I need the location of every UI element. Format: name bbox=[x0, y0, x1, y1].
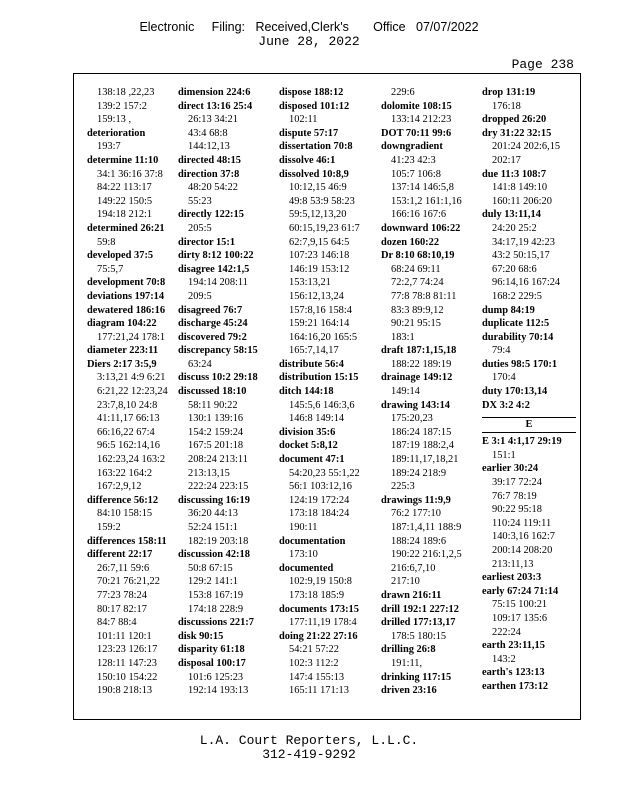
index-reference: 202:17 bbox=[492, 154, 521, 166]
index-term: dirty 8:12 100:22 bbox=[178, 250, 254, 262]
index-term: downward 106:22 bbox=[381, 222, 461, 234]
index-reference: 193:7 bbox=[97, 141, 121, 153]
index-term: discuss 10:2 29:18 bbox=[178, 372, 258, 384]
index-reference: 156:12,13,24 bbox=[289, 290, 344, 302]
index-term: determine 11:10 bbox=[87, 154, 159, 166]
index-reference: 41:23 42:3 bbox=[391, 154, 436, 166]
index-reference: 173:10 bbox=[289, 549, 318, 561]
index-reference: 76:7 78:19 bbox=[492, 490, 537, 502]
index-reference: 200:14 208:20 bbox=[492, 545, 553, 556]
index-term: driven 23:16 bbox=[381, 685, 437, 697]
index-reference: 90:22 95:18 bbox=[492, 504, 542, 516]
index-term: dewatered 186:16 bbox=[87, 304, 166, 316]
index-term: documentation bbox=[279, 535, 346, 547]
index-reference: 209:5 bbox=[188, 290, 212, 302]
index-term: duplicate 112:5 bbox=[482, 318, 550, 330]
index-term: drinking 117:15 bbox=[381, 671, 452, 683]
index-term: draft 187:1,15,18 bbox=[381, 345, 457, 357]
index-term: dispute 57:17 bbox=[279, 127, 339, 139]
index-reference: 77:23 78:24 bbox=[97, 589, 147, 601]
index-term: dropped 26:20 bbox=[482, 114, 547, 126]
index-reference: 176:18 bbox=[492, 100, 521, 112]
index-reference: 183:1 bbox=[391, 331, 415, 343]
index-term: drainage 149:12 bbox=[381, 372, 453, 384]
index-term: earthen 173:12 bbox=[482, 680, 549, 692]
index-reference: 194:18 212:1 bbox=[97, 209, 153, 221]
index-reference: 191:11, bbox=[391, 657, 423, 669]
index-term: differences 158:11 bbox=[87, 535, 167, 547]
index-term: earth 23:11,15 bbox=[482, 640, 545, 652]
index-reference: 213:13,15 bbox=[188, 467, 230, 479]
index-term: disagreed 76:7 bbox=[178, 304, 243, 316]
index-term: dozen 160:22 bbox=[381, 236, 440, 248]
index-reference: 76:2 177:10 bbox=[391, 508, 441, 520]
index-column-4 bbox=[381, 86, 475, 698]
index-reference: 62:7,9,15 64:5 bbox=[289, 236, 350, 248]
index-reference: 96:5 162:14,16 bbox=[97, 440, 160, 452]
index-reference: 190:22 216:1,2,5 bbox=[391, 549, 462, 561]
index-reference: 139:2 157:2 bbox=[97, 100, 147, 112]
index-term: directly 122:15 bbox=[178, 209, 244, 221]
index-reference: 149:14 bbox=[391, 386, 420, 398]
index-term: earliest 203:3 bbox=[482, 572, 542, 584]
court-reporter-name: L.A. Court Reporters, L.L.C. bbox=[199, 733, 419, 748]
index-reference: 50:8 67:15 bbox=[188, 562, 233, 574]
index-term: diagram 104:22 bbox=[87, 318, 157, 330]
index-reference: 159:13 , bbox=[97, 114, 132, 126]
index-reference: 102:11 bbox=[289, 114, 318, 126]
index-term: earth's 123:13 bbox=[482, 667, 545, 679]
index-reference: 133:14 212:23 bbox=[391, 114, 452, 126]
filing-stamp: Electronic Filing: Received,Clerk's Office 07/07/2022 bbox=[139, 20, 479, 34]
index-reference: 154:2 159:24 bbox=[188, 426, 244, 438]
index-reference: 187:19 188:2,4 bbox=[391, 440, 454, 452]
index-term: discussions 221:7 bbox=[178, 617, 254, 629]
index-reference: 222:24 bbox=[492, 626, 521, 638]
index-term: discovered 79:2 bbox=[178, 331, 247, 343]
index-reference: 205:5 bbox=[188, 222, 212, 234]
index-term: E 3:1 4:1,17 29:19 bbox=[482, 436, 562, 448]
index-term: director 15:1 bbox=[178, 236, 236, 248]
index-reference: 208:24 213:11 bbox=[188, 454, 248, 466]
index-term: discrepancy 58:15 bbox=[178, 345, 258, 357]
index-reference: 140:3,16 162:7 bbox=[492, 531, 555, 543]
index-reference: 201:24 202:6,15 bbox=[492, 141, 561, 153]
index-term: drilling 26:8 bbox=[381, 644, 436, 656]
index-term: drop 131:19 bbox=[482, 87, 536, 98]
index-reference: 173:18 184:24 bbox=[289, 508, 350, 520]
index-reference: 34:1 36:16 37:8 bbox=[97, 168, 163, 180]
index-column-3 bbox=[279, 86, 373, 698]
index-reference: 23:7,8,10 24:8 bbox=[97, 399, 158, 411]
index-reference: 229:6 bbox=[391, 87, 415, 98]
index-reference: 26:13 34:21 bbox=[188, 114, 238, 126]
index-reference: 63:24 bbox=[188, 358, 212, 370]
index-reference: 143:2 bbox=[492, 653, 516, 665]
index-term: disagree 142:1,5 bbox=[178, 263, 250, 275]
index-reference: 174:18 228:9 bbox=[188, 603, 244, 615]
index-term: dry 31:22 32:15 bbox=[482, 127, 552, 139]
index-term: disk 90:15 bbox=[178, 630, 224, 642]
index-reference: 60:15,19,23 61:7 bbox=[289, 222, 360, 234]
index-term: dimension 224:6 bbox=[178, 87, 251, 98]
index-reference: 146:8 149:14 bbox=[289, 413, 345, 425]
index-reference: 222:24 223:15 bbox=[188, 481, 249, 493]
index-reference: 124:19 172:24 bbox=[289, 494, 350, 506]
index-reference: 70:21 76:21,22 bbox=[97, 576, 160, 588]
index-term: DX 3:2 4:2 bbox=[482, 399, 530, 411]
index-term: docket 5:8,12 bbox=[279, 440, 338, 452]
index-reference: 151:1 bbox=[492, 449, 516, 461]
index-reference: 187:1,4,11 188:9 bbox=[391, 522, 462, 533]
index-term: disposed 101:12 bbox=[279, 100, 350, 112]
court-reporter-phone: 312-419-9292 bbox=[262, 747, 356, 762]
index-term: due 11:3 108:7 bbox=[482, 168, 547, 180]
index-reference: 80:17 82:17 bbox=[97, 603, 147, 615]
index-reference: 175:20,23 bbox=[391, 413, 433, 425]
index-term: downgradient bbox=[381, 141, 443, 153]
index-reference: 150:10 154:22 bbox=[97, 671, 158, 683]
index-reference: 153:1,2 161:1,16 bbox=[391, 195, 462, 207]
index-reference: 147:4 155:13 bbox=[289, 671, 345, 683]
index-term: developed 37:5 bbox=[87, 250, 154, 262]
index-term: drilled 177:13,17 bbox=[381, 617, 456, 629]
index-reference: 138:18 ,22,23 bbox=[97, 87, 155, 98]
index-reference: 190:8 218:13 bbox=[97, 685, 153, 697]
index-reference: 48:20 54:22 bbox=[188, 182, 238, 194]
index-term: dissertation 70:8 bbox=[279, 141, 353, 153]
index-term: DOT 70:11 99:6 bbox=[381, 127, 452, 139]
index-reference: 49:8 53:9 58:23 bbox=[289, 195, 355, 207]
index-reference: 6:21,22 12:23,24 bbox=[97, 386, 168, 398]
index-reference: 159:2 bbox=[97, 522, 121, 533]
index-column-2 bbox=[178, 86, 272, 698]
index-term: disposal 100:17 bbox=[178, 657, 246, 669]
index-reference: 75:15 100:21 bbox=[492, 599, 548, 611]
index-reference: 163:22 164:2 bbox=[97, 467, 153, 479]
index-reference: 153:8 167:19 bbox=[188, 589, 244, 601]
index-reference: 96:14,16 167:24 bbox=[492, 277, 561, 289]
index-term: discussion 42:18 bbox=[178, 549, 250, 561]
index-frame bbox=[73, 73, 581, 720]
index-reference: 68:24 69:11 bbox=[391, 263, 441, 275]
index-reference: 101:6 125:23 bbox=[188, 671, 244, 683]
index-term: difference 56:12 bbox=[87, 494, 159, 506]
index-term: dissolved 10:8,9 bbox=[279, 168, 349, 180]
index-term: discussing 16:19 bbox=[178, 494, 250, 506]
index-term: deterioration bbox=[87, 127, 146, 139]
index-term: different 22:17 bbox=[87, 549, 153, 561]
index-reference: 213:11,13 bbox=[492, 558, 534, 570]
index-reference: 84:22 113:17 bbox=[97, 182, 152, 194]
index-reference: 157:8,16 158:4 bbox=[289, 304, 352, 316]
index-reference: 102:3 112:2 bbox=[289, 657, 339, 669]
index-term: discharge 45:24 bbox=[178, 318, 248, 330]
index-reference: 192:14 193:13 bbox=[188, 685, 249, 697]
index-term: Dr 8:10 68:10,19 bbox=[381, 250, 455, 262]
index-term: deviations 197:14 bbox=[87, 290, 165, 302]
index-reference: 84:7 88:4 bbox=[97, 617, 137, 629]
index-reference: 43:4 68:8 bbox=[188, 127, 228, 139]
index-reference: 164:16,20 165:5 bbox=[289, 331, 358, 343]
index-reference: 149:22 150:5 bbox=[97, 195, 153, 207]
index-term: diameter 223:11 bbox=[87, 345, 159, 357]
index-term: duties 98:5 170:1 bbox=[482, 358, 558, 370]
index-reference: 110:24 119:11 bbox=[492, 517, 552, 529]
page-number: Page 238 bbox=[511, 57, 574, 72]
index-reference: 153:13,21 bbox=[289, 277, 331, 289]
index-reference: 182:19 203:18 bbox=[188, 535, 249, 547]
index-term: durability 70:14 bbox=[482, 331, 554, 343]
index-reference: 59:8 bbox=[97, 236, 116, 248]
index-reference: 160:11 206:20 bbox=[492, 195, 552, 207]
index-term: doing 21:22 27:16 bbox=[279, 630, 358, 642]
index-term: determined 26:21 bbox=[87, 222, 165, 234]
index-reference: 55:23 bbox=[188, 195, 212, 207]
index-reference: 177:11,19 178:4 bbox=[289, 617, 357, 629]
index-reference: 159:21 164:14 bbox=[289, 318, 350, 330]
index-term: duly 13:11,14 bbox=[482, 209, 541, 221]
index-reference: 107:23 146:18 bbox=[289, 250, 350, 262]
index-reference: 167:5 201:18 bbox=[188, 440, 244, 452]
index-reference: 75:5,7 bbox=[97, 263, 124, 275]
index-term: dump 84:19 bbox=[482, 304, 535, 316]
filing-date: June 28, 2022 bbox=[258, 34, 360, 49]
index-reference: 67:20 68:6 bbox=[492, 263, 537, 275]
index-reference: 168:2 229:5 bbox=[492, 290, 542, 302]
index-reference: 24:20 25:2 bbox=[492, 222, 537, 234]
index-reference: 189:11,17,18,21 bbox=[391, 454, 459, 466]
index-term: drill 192:1 227:12 bbox=[381, 603, 459, 615]
index-reference: 101:11 120:1 bbox=[97, 630, 152, 642]
index-reference: 10:12,15 46:9 bbox=[289, 182, 347, 194]
index-reference: 56:1 103:12,16 bbox=[289, 481, 352, 493]
index-term: early 67:24 71:14 bbox=[482, 585, 559, 597]
index-reference: 54:21 57:22 bbox=[289, 644, 339, 656]
index-term: duty 170:13,14 bbox=[482, 386, 548, 398]
index-term: earlier 30:24 bbox=[482, 463, 539, 475]
index-reference: 36:20 44:13 bbox=[188, 508, 238, 520]
index-term: division 35:6 bbox=[279, 426, 336, 438]
index-term: development 70:8 bbox=[87, 277, 166, 289]
index-reference: 102:9,19 150:8 bbox=[289, 576, 352, 588]
index-reference: 90:21 95:15 bbox=[391, 318, 441, 330]
index-reference: 58:11 90:22 bbox=[188, 399, 238, 411]
index-reference: 34:17,19 42:23 bbox=[492, 236, 555, 248]
index-term: discussed 18:10 bbox=[178, 386, 247, 398]
index-reference: 130:1 139:16 bbox=[188, 413, 244, 425]
index-term: direction 37:8 bbox=[178, 168, 240, 180]
index-reference: 54:20,23 55:1,22 bbox=[289, 467, 360, 479]
index-term: direct 13:16 25:4 bbox=[178, 100, 253, 112]
index-reference: 146:19 153:12 bbox=[289, 263, 350, 275]
index-reference: 141:8 149:10 bbox=[492, 182, 548, 194]
index-reference: 173:18 185:9 bbox=[289, 589, 345, 601]
index-reference: 59:5,12,13,20 bbox=[289, 209, 347, 221]
index-term: dissolve 46:1 bbox=[279, 154, 336, 166]
index-term: document 47:1 bbox=[279, 454, 345, 466]
index-reference: 83:3 89:9,12 bbox=[391, 304, 444, 316]
section-letter: E bbox=[482, 417, 576, 433]
index-reference: 137:14 146:5,8 bbox=[391, 182, 454, 194]
index-reference: 129:2 141:1 bbox=[188, 576, 238, 588]
index-reference: 52:24 151:1 bbox=[188, 522, 238, 533]
index-reference: 217:10 bbox=[391, 576, 420, 588]
index-reference: 225:3 bbox=[391, 481, 415, 493]
index-reference: 109:17 135:6 bbox=[492, 612, 548, 624]
index-term: Diers 2:17 3:5,9 bbox=[87, 358, 157, 370]
index-reference: 188:24 189:6 bbox=[391, 535, 447, 547]
index-term: drawn 216:11 bbox=[381, 589, 442, 601]
index-reference: 26:7,11 59:6 bbox=[97, 562, 150, 574]
index-reference: 165:11 171:13 bbox=[289, 685, 349, 697]
index-term: documented bbox=[279, 562, 334, 574]
index-term: dispose 188:12 bbox=[279, 87, 344, 98]
index-reference: 43:2 50:15,17 bbox=[492, 250, 550, 262]
index-reference: 84:10 158:15 bbox=[97, 508, 153, 520]
index-reference: 72:2,7 74:24 bbox=[391, 277, 444, 289]
index-reference: 144:12,13 bbox=[188, 141, 230, 153]
index-reference: 123:23 126:17 bbox=[97, 644, 158, 656]
index-reference: 189:24 218:9 bbox=[391, 467, 447, 479]
index-reference: 178:5 180:15 bbox=[391, 630, 447, 642]
index-reference: 3:13,21 4:9 6:21 bbox=[97, 372, 166, 384]
index-reference: 79:4 bbox=[492, 345, 511, 357]
index-reference: 167:2,9,12 bbox=[97, 481, 142, 493]
index-reference: 190:11 bbox=[289, 522, 318, 533]
index-term: distribution 15:15 bbox=[279, 372, 359, 384]
index-reference: 145:5,6 146:3,6 bbox=[289, 399, 355, 411]
index-reference: 177:21,24 178:1 bbox=[97, 331, 166, 343]
index-reference: 194:14 208:11 bbox=[188, 277, 248, 289]
index-reference: 128:11 147:23 bbox=[97, 657, 157, 669]
index-column-1 bbox=[87, 86, 181, 698]
index-term: ditch 144:18 bbox=[279, 386, 334, 398]
index-term: dolomite 108:15 bbox=[381, 100, 452, 112]
index-reference: 41:11,17 66:13 bbox=[97, 413, 160, 425]
index-reference: 165:7,14,17 bbox=[289, 345, 339, 357]
index-column-5 bbox=[482, 86, 576, 694]
index-term: distribute 56:4 bbox=[279, 358, 344, 370]
index-reference: 77:8 78:8 81:11 bbox=[391, 290, 457, 302]
index-reference: 216:6,7,10 bbox=[391, 562, 436, 574]
index-term: drawings 11:9,9 bbox=[381, 494, 451, 506]
index-reference: 188:22 189:19 bbox=[391, 358, 452, 370]
index-term: drawing 143:14 bbox=[381, 399, 450, 411]
index-reference: 170:4 bbox=[492, 372, 516, 384]
index-term: directed 48:15 bbox=[178, 154, 242, 166]
index-reference: 39:17 72:24 bbox=[492, 477, 542, 489]
index-reference: 186:24 187:15 bbox=[391, 426, 452, 438]
index-reference: 66:16,22 67:4 bbox=[97, 426, 155, 438]
index-term: disparity 61:18 bbox=[178, 644, 245, 656]
index-reference: 105:7 106:8 bbox=[391, 168, 441, 180]
index-term: documents 173:15 bbox=[279, 603, 359, 615]
index-reference: 166:16 167:6 bbox=[391, 209, 447, 221]
index-reference: 162:23,24 163:2 bbox=[97, 454, 166, 466]
